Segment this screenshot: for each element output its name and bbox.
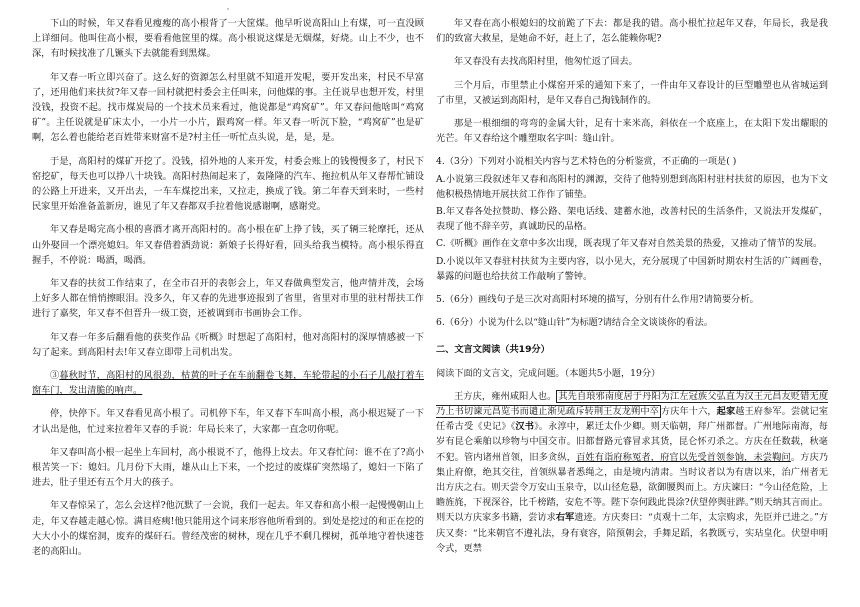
story-paragraph: 年又春没有去找高阳村里，他匆忙返了回去。 (454, 56, 638, 68)
story-paragraph: 于是，高阳村的煤矿开挖了。没钱，招外地的人来开发，村委会账上的钱慢慢多了，村民下窑挖矿，每天也可以挣八十块钱。高阳村热闹起来了，轰隆隆的汽车、拖拉机从年又春帮忙铺设的公路上开进来，又开出去，一车车煤挖出来，又拉走，换成了钱。第二年春天到来时，一些村民家里开始准备盖新房，谁见了年又春都双手拉着他说感谢啊，感谢党。 (32, 155, 424, 213)
underlined-sentence: 暮秋时节，高阳村的风很劲，枯黄的叶子在车前翻卷飞舞，车轮带起的小石子儿敲打着车窗车门，发出清脆的响声。 (32, 370, 425, 397)
classical-text-cont: 方庆年十六， (660, 406, 717, 418)
question-4: 4.（3分）下列对小说相关内容与艺术特色的分析鉴赏，不正确的一项是( ) (436, 156, 737, 168)
underlined-sentence: 百姓有诣府称冤者，府官以先受首领参饷，未尝鞫问 (576, 451, 791, 463)
story-paragraph: 年又春一年多后翻看他的获奖作品《听概》时想起了高阳村，他对高阳村的深厚情感被一下勾了起来。到高阳村去!年又春立即带上司机出发。 (32, 331, 424, 358)
left-column (32, 6, 424, 561)
story-paragraph: 年又春是喝完高小根的喜酒才离开高阳村的。高小根在矿上挣了钱，买了辆三轮摩托，还从山外娶回一个漂亮媳妇。年又春借着酒劲说：新娘子长得好看，回头给我当模特。高小根乐得直握手，不停说：喝酒，喝酒。 (32, 224, 424, 266)
bold-term-qijia: 起家 (716, 406, 736, 418)
classical-text-cont: 》。永淳中，累迁太仆少卿。则天临朝，拜广州都督。广州地际南海，每岁有昆仑乘舶以珍物与中国交市。旧都督路元睿冒求其货，昆仑怀刃杀之。方庆在任数载，秋毫不犯。管内诸州首领，旧多贪纵， (436, 421, 828, 463)
boxed-passage: 其先自琅邪南度居于丹阳为江左冠族父弘直为汉王元昌友贬错无度乃上书切谏元昌览书而谴止渐见疏斥转荆王友龙朔中卒 (436, 390, 829, 418)
option-b: B.年又春各处拉赞助、修公路、架电话线、建蓄水池，改善村民的生活条件，又说法开发煤矿，表现了他不辞辛劳，真诚助民的品格。 (436, 206, 828, 233)
story-paragraph: 年又春的扶贫工作结束了，在全市召开的表彰会上，年又春做典型发言，他声情并茂，会场上好多人都在悄悄擦眼泪。没多久，年又春的先进事迹报到了省里，省里对市里的驻村帮扶工作进行了嘉奖，年又春不但晋升一级工资，还被调到市书画协会工作。 (32, 278, 424, 320)
story-paragraph: 停，快停下。年又春看见高小根了。司机停下车，年又春下车叫高小根，高小根迟疑了一下才认出是他，忙过来拉着年又春的手说：年局长来了，大家都一直念叨你呢。 (32, 408, 424, 435)
right-column (436, 6, 828, 558)
classical-text (436, 389, 828, 556)
story-paragraph: 年又春一听立即兴奋了。这么好的资源怎么村里就不知道开发呢，要开发出来，村民不早富了，还用他们来扶贫?年又春一回村就把村委会主任叫来，问他煤的事。主任说早也想开发，村里没钱，投资不起。找市煤炭局的一个技术员来看过，他说都是“鸡窝矿”。年又春问他啥叫“鸡窝矿”。主任说就是矿床太小，一小片一小片，跟鸡窝一样。年又春一听沉下脸，“鸡窝矿”也是矿啊，怎么着也能给老百姓带来财富不是?村主任一听忙点头说，是，是，是。 (32, 71, 424, 144)
underlined-paragraph (32, 368, 424, 398)
story-paragraph: 年又春叫高小根一起坐上车回村，高小根说不了，他得上坟去。年又春忙问：谁不在了?高小根苦笑一下：媳妇。几月份下大雨，雄从山上下来，一个挖过的废煤矿突然塌了，媳妇一下陷了进去，肚子里还有五个月大的孩子。 (32, 446, 424, 489)
bold-term-hanshu: 汉书 (515, 421, 535, 433)
classical-text-cont: 遗迹。方庆奏曰：“贞观十二年，太宗购求，先臣并已进之。”方庆又奏：“比来朝官不遵礼法，身有衰容，陪预朝会，手舞足蹈，名教既亏，实玷皇化。伏望申明令式，更禁 (436, 512, 829, 554)
option-a: A.小说第三段叙述年又春和高阳村的渊源，交待了他特别想到高阳村驻村扶贫的原因，也为下文他积极热情地开展扶贫工作作了铺垫。 (436, 173, 828, 200)
top-mark: · (226, 5, 230, 14)
marker-circled-3: ③ (50, 370, 60, 382)
question-6: 6.（6分）小说为什么以“缝山针”为标题?请结合全文谈谈你的看法。 (436, 317, 713, 329)
bold-term-youjun: 右军 (555, 512, 575, 524)
story-paragraph: 年又春惊呆了，怎么会这样?他沉默了一会说，我们一起去。年又春和高小根一起慢慢朝山上走，年又春越走越心惊。满目疮痍!他只能用这个词来形容他所看到的。到处是挖过的和正在挖的大大小小的煤窑洞，废弃的煤矸石。曾经茂密的树林，现在几乎不剩几棵树，孤单地守着快速苍老的高阳山。 (32, 500, 424, 558)
question-5: 5.（6分）画线句子是三次对高阳村环境的描写，分别有什么作用?请简要分析。 (436, 294, 759, 306)
classical-text-cont: 越王府参军。尝就记室任希古受《史记》《 (436, 406, 829, 433)
story-paragraph: 三个月后，市里禁止小煤窑开采的通知下来了，一件由年又春设计的巨型雕塑也从省城运到了市里，又被运到高阳村，是年又春自己掏钱制作的。 (436, 79, 828, 106)
classical-text-cont: 。方庆乃集止府僚，绝其交往，首领纵暴者悉绳之，由是境内清肃。当时议者以为有唐以来，治广州者无出方庆之右。则天尝令万安山玉泉寺，以山径危悬，欲御腰舆而上。方庆谏曰：“今山径危险，上瞻旌旄，下视深谷，比千榜踏，安危不等。陛下奈何践此畏涂?伏望停舆驻跸。”则天纳其言而止。则天以方庆家多书籍，尝访求 (436, 451, 829, 524)
option-d: D.小说以年又春驻村扶贫为主要内容，以小见大，充分展现了中国新时期农村生活的广阔画卷，暴露的问题也给扶贫工作敲响了警钟。 (436, 255, 828, 282)
classical-text-start: 王方庆，雍州咸阳人也。 (454, 390, 557, 402)
section-heading: 二、文言文阅读（共19分） (436, 344, 550, 356)
story-paragraph: 年又春在高小根媳妇的坟前跪了下去：都是我的错。高小根忙拉起年又春，年局长，我是我们的致富大救星，是她命不好，赶上了，怎么能赖你呢? (436, 18, 828, 45)
option-c: C.《听概》画作在文章中多次出现，既表现了年又春对自然美景的热爱，又推动了情节的发展。 (436, 238, 823, 250)
story-paragraph: 那是一根细细的弯弯的金属大针，足有十来米高，斜依在一个底座上，在太阳下发出耀眼的光芒。年又春给这个雕塑取名字叫：缝山针。 (436, 118, 828, 145)
section-intro: 阅读下面的文言文，完成问题。（本题共5小题，19分） (436, 367, 661, 379)
story-paragraph: 下山的时候，年又春看见瘦瘦的高小根背了一大筐煤。他早听说高阳山上有煤，可一直没顾上详细问。他叫住高小根，要看看他筐里的煤。高小根说这煤是无烟煤，好烧。山上不少，也不深，有时候找准了几镢头下去就能看到黑煤。 (32, 18, 424, 60)
